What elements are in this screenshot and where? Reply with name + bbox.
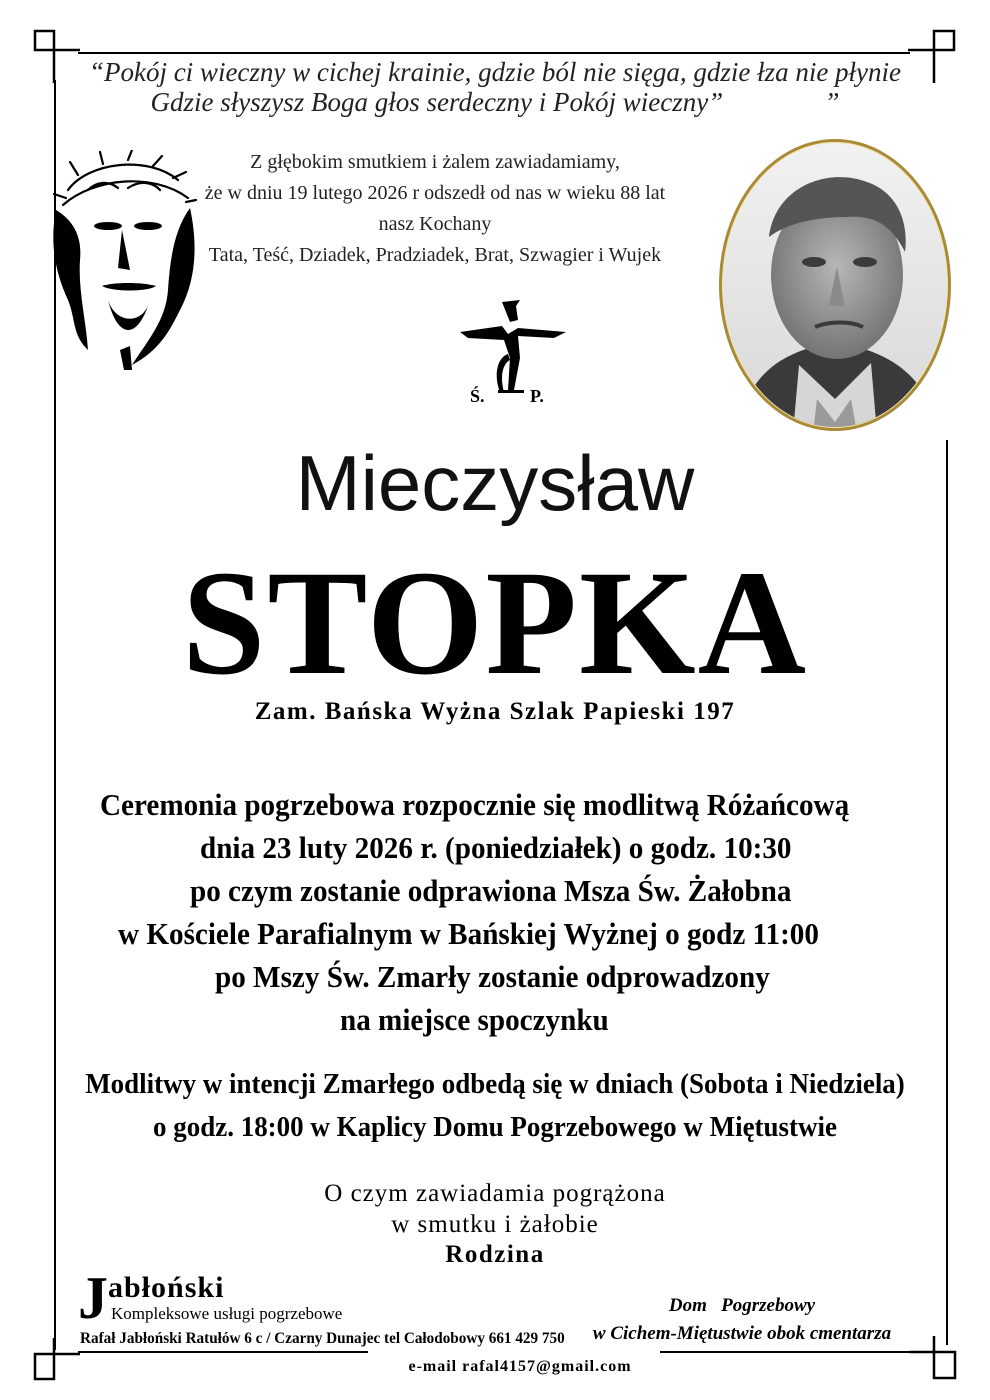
deceased-address: Zam. Bańska Wyżna Szlak Papieski 197 <box>254 698 736 725</box>
closing-line-2: w smutku i żałobie <box>391 1211 599 1238</box>
prayer-details <box>0 1063 990 1149</box>
funeral-home-line-1: Dom Pogrzebowy <box>668 1295 816 1316</box>
ceremony-line-4: w Kościele Parafialnym w Bańskiej Wyżnej o godz 11:00 <box>118 916 819 951</box>
company-tagline: Kompleksowe usługi pogrzebowe <box>111 1304 343 1323</box>
company-name: abłoński <box>108 1271 225 1304</box>
cross-label-right: P. <box>530 386 544 406</box>
frame-bottom-line <box>78 1351 368 1353</box>
company-email: e-mail rafal4157@gmail.com <box>408 1358 632 1375</box>
memorial-quote <box>40 57 950 117</box>
ceremony-line-3: po czym zostanie odprawiona Msza Św. Żałobna <box>190 873 792 908</box>
company-initial: J <box>78 1265 108 1331</box>
ceremony-line-1: Ceremonia pogrzebowa rozpocznie się modlitwą Różańcową <box>100 787 850 822</box>
closing-line-1: O czym zawiadamia pogrążona <box>324 1180 666 1207</box>
announcement-line-2: że w dniu 19 lutego 2026 r odszedł od nas w wieku 88 lat <box>204 182 666 204</box>
ceremony-line-2: dnia 23 luty 2026 r. (poniedziałek) o godz. 10:30 <box>200 830 792 865</box>
cross-label-left: Ś. <box>470 386 485 406</box>
announcement-line-4: Tata, Teść, Dziadek, Pradziadek, Brat, Szwagier i Wujek <box>208 244 662 266</box>
portrait-photo <box>717 137 953 433</box>
ceremony-line-6: na miejsce spoczynku <box>340 1002 609 1037</box>
closing-family: Rodzina <box>445 1241 545 1268</box>
funeral-home <box>592 1292 892 1348</box>
frame-bottom-line-right <box>660 1351 915 1353</box>
prayer-line-1: Modlitwy w intencji Zmarłego odbedą się w dniach (Sobota i Niedziela) <box>85 1068 905 1100</box>
company-address: Rafał Jabłoński Ratułów 6 c / Czarny Dunajec tel Całodobowy 661 429 750 <box>80 1330 565 1347</box>
quote-line-2: Gdzie słyszysz Boga głos serdeczny i Pokój wieczny” ” <box>150 87 840 117</box>
announcement-line-3: nasz Kochany <box>378 213 492 235</box>
jesus-crown-of-thorns-icon <box>48 150 198 370</box>
announcement-text <box>200 147 670 271</box>
closing-text <box>0 1178 990 1270</box>
deceased-first-name: Mieczysław <box>295 439 695 527</box>
quote-line-1: “Pokój ci wieczny w cichej krainie, gdzie ból nie sięga, gdzie łza nie płynie <box>88 57 902 87</box>
deceased-last-name: STOPKA <box>181 540 809 706</box>
ceremony-line-5: po Mszy Św. Zmarły zostanie odprowadzony <box>215 959 770 994</box>
prayer-line-2: o godz. 18:00 w Kaplicy Domu Pogrzebowego w Miętustwie <box>153 1111 837 1143</box>
frame-top-line <box>78 52 910 54</box>
funeral-home-line-2: w Cichem-Miętustwie obok cmentarza <box>592 1323 892 1344</box>
ceremony-details <box>0 783 990 1041</box>
announcement-line-1: Z głębokim smutkiem i żalem zawiadamiamy, <box>250 151 620 173</box>
